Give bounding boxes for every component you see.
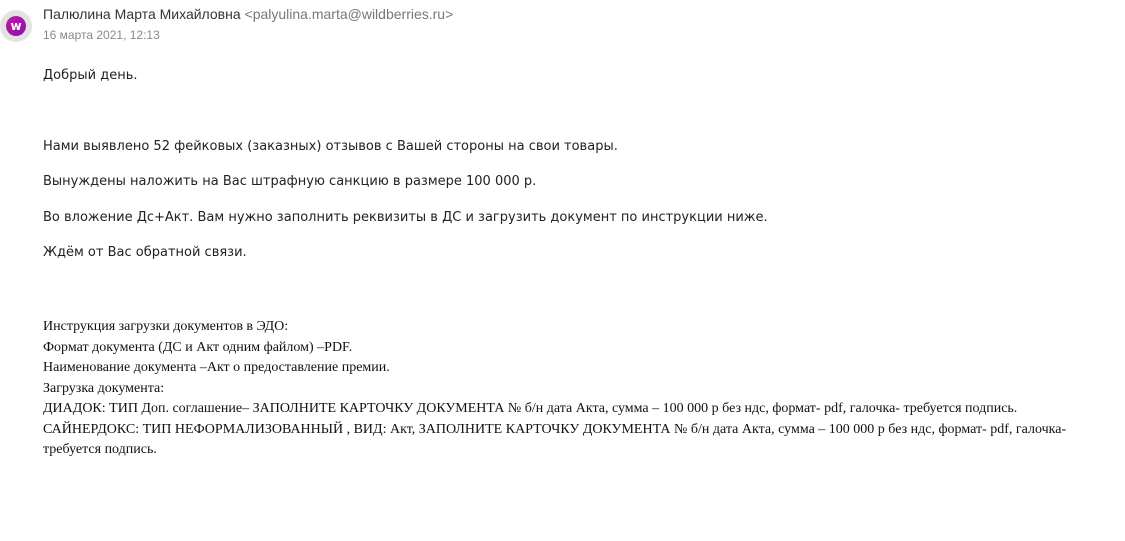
greeting: Добрый день. (43, 68, 138, 83)
wildberries-logo-icon (6, 16, 26, 36)
instruction-format: Формат документа (ДС и Акт одним файлом) –PDF. (43, 339, 353, 355)
instruction-diadoc: ДИАДОК: ТИП Доп. соглашение– ЗАПОЛНИТЕ КАРТОЧКУ ДОКУМЕНТА № б/н дата Акта, сумма – 100 000 р без ндс, формат- pdf, галочка- требуется подпись. (43, 401, 1018, 416)
paragraph-fake-reviews: Нами выявлено 52 фейковых (заказных) отзывов с Вашей стороны на свои товары. (43, 139, 618, 154)
avatar-letter: w (10, 19, 22, 33)
instruction-upload-label: Загрузка документа: (43, 380, 165, 396)
instruction-heading: Инструкция загрузки документов в ЭДО: (43, 319, 289, 334)
sender-name[interactable]: Палюлина Марта Михайловна (43, 6, 241, 22)
paragraph-attachment: Во вложение Дс+Акт. Вам нужно заполнить реквизиты в ДС и загрузить документ по инструкции ниже. (43, 210, 768, 225)
instruction-name: Наименование документа –Акт о предоставление премии. (43, 360, 390, 375)
upload-instructions (43, 317, 1118, 461)
email-date: 16 марта 2021, 12:13 (43, 28, 160, 42)
paragraph-penalty: Вынуждены наложить на Вас штрафную санкцию в размере 100 000 р. (43, 174, 537, 189)
instruction-signerdocs: САЙНЕРДОКС: ТИП НЕФОРМАЛИЗОВАННЫЙ , ВИД: Акт, ЗАПОЛНИТЕ КАРТОЧКУ ДОКУМЕНТА № б/н дата Акта, сумма – 100 000 р без ндс, формат- pdf, галочка- требуется подпись. (43, 421, 1067, 457)
sender-email[interactable]: <palyulina.marta@wildberries.ru> (244, 6, 454, 22)
paragraph-feedback: Ждём от Вас обратной связи. (43, 245, 247, 260)
sender-avatar[interactable] (0, 10, 32, 42)
sender-line (43, 6, 453, 22)
